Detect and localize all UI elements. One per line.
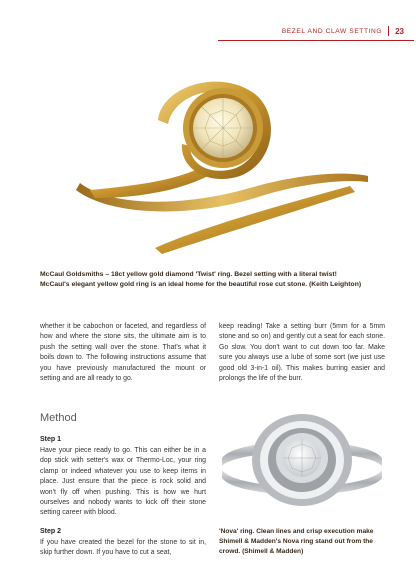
step2-text: If you have created the bezel for the stone to sit in, skip further down. If you have to cut a seat, [40, 539, 206, 557]
top-caption-line1: McCaul Goldsmiths – 18ct yellow gold diamond 'Twist' ring. Bezel setting with a literal twist! [40, 271, 337, 278]
silver-nova-ring-photo [218, 400, 386, 518]
bottom-photo-caption: 'Nova' ring. Clean lines and crisp execution make Shimell & Madden's Nova ring stand out from the crowd. (Shimell & Madden) [219, 528, 374, 555]
header-divider [388, 26, 389, 36]
body-left-paragraph: whether it be cabochon or faceted, and regardless of how and where the stone sits, the ultimate aim is to push the setting wall over the stone. That's what it boils down to. The following instructions assume that you have previously manufactured the mount or setting and are all ready to go. [40, 323, 206, 383]
header-rule [218, 40, 414, 41]
step2-title: Step 2 [40, 528, 62, 535]
method-heading: Method [40, 412, 77, 424]
running-header [282, 24, 404, 38]
top-photo-caption [40, 270, 390, 290]
top-caption-line2: McCaul's elegant yellow gold ring is an ideal home for the beautiful rose cut stone. (Keith Leighton) [40, 281, 362, 288]
gold-twist-ring-photo [50, 58, 380, 263]
section-title: BEZEL AND CLAW SETTING [281, 27, 383, 35]
body-right-paragraph: keep reading! Take a setting burr (5mm for a 5mm stone and so on) and gently cut a seat for each stone. Go slow. You don't want to cut down too far. Make sure you always use a lube of some sort (we just use good old 3-in-1 oil). This makes burring easier and prolongs the life of the burr. [219, 323, 385, 383]
step1-text: Have your piece ready to go. This can either be in a dop stick with setter's wax or Thermo-Loc, your ring clamp or indeed whatever you use to keep items in place. Just ensure that the piece is rock solid and won't fly off when pushing. This is how we hurt ourselves and nobody wants to kick off their stone setting career with blood. [40, 447, 206, 517]
page-number: 23 [395, 26, 404, 36]
step1-title: Step 1 [40, 436, 62, 443]
